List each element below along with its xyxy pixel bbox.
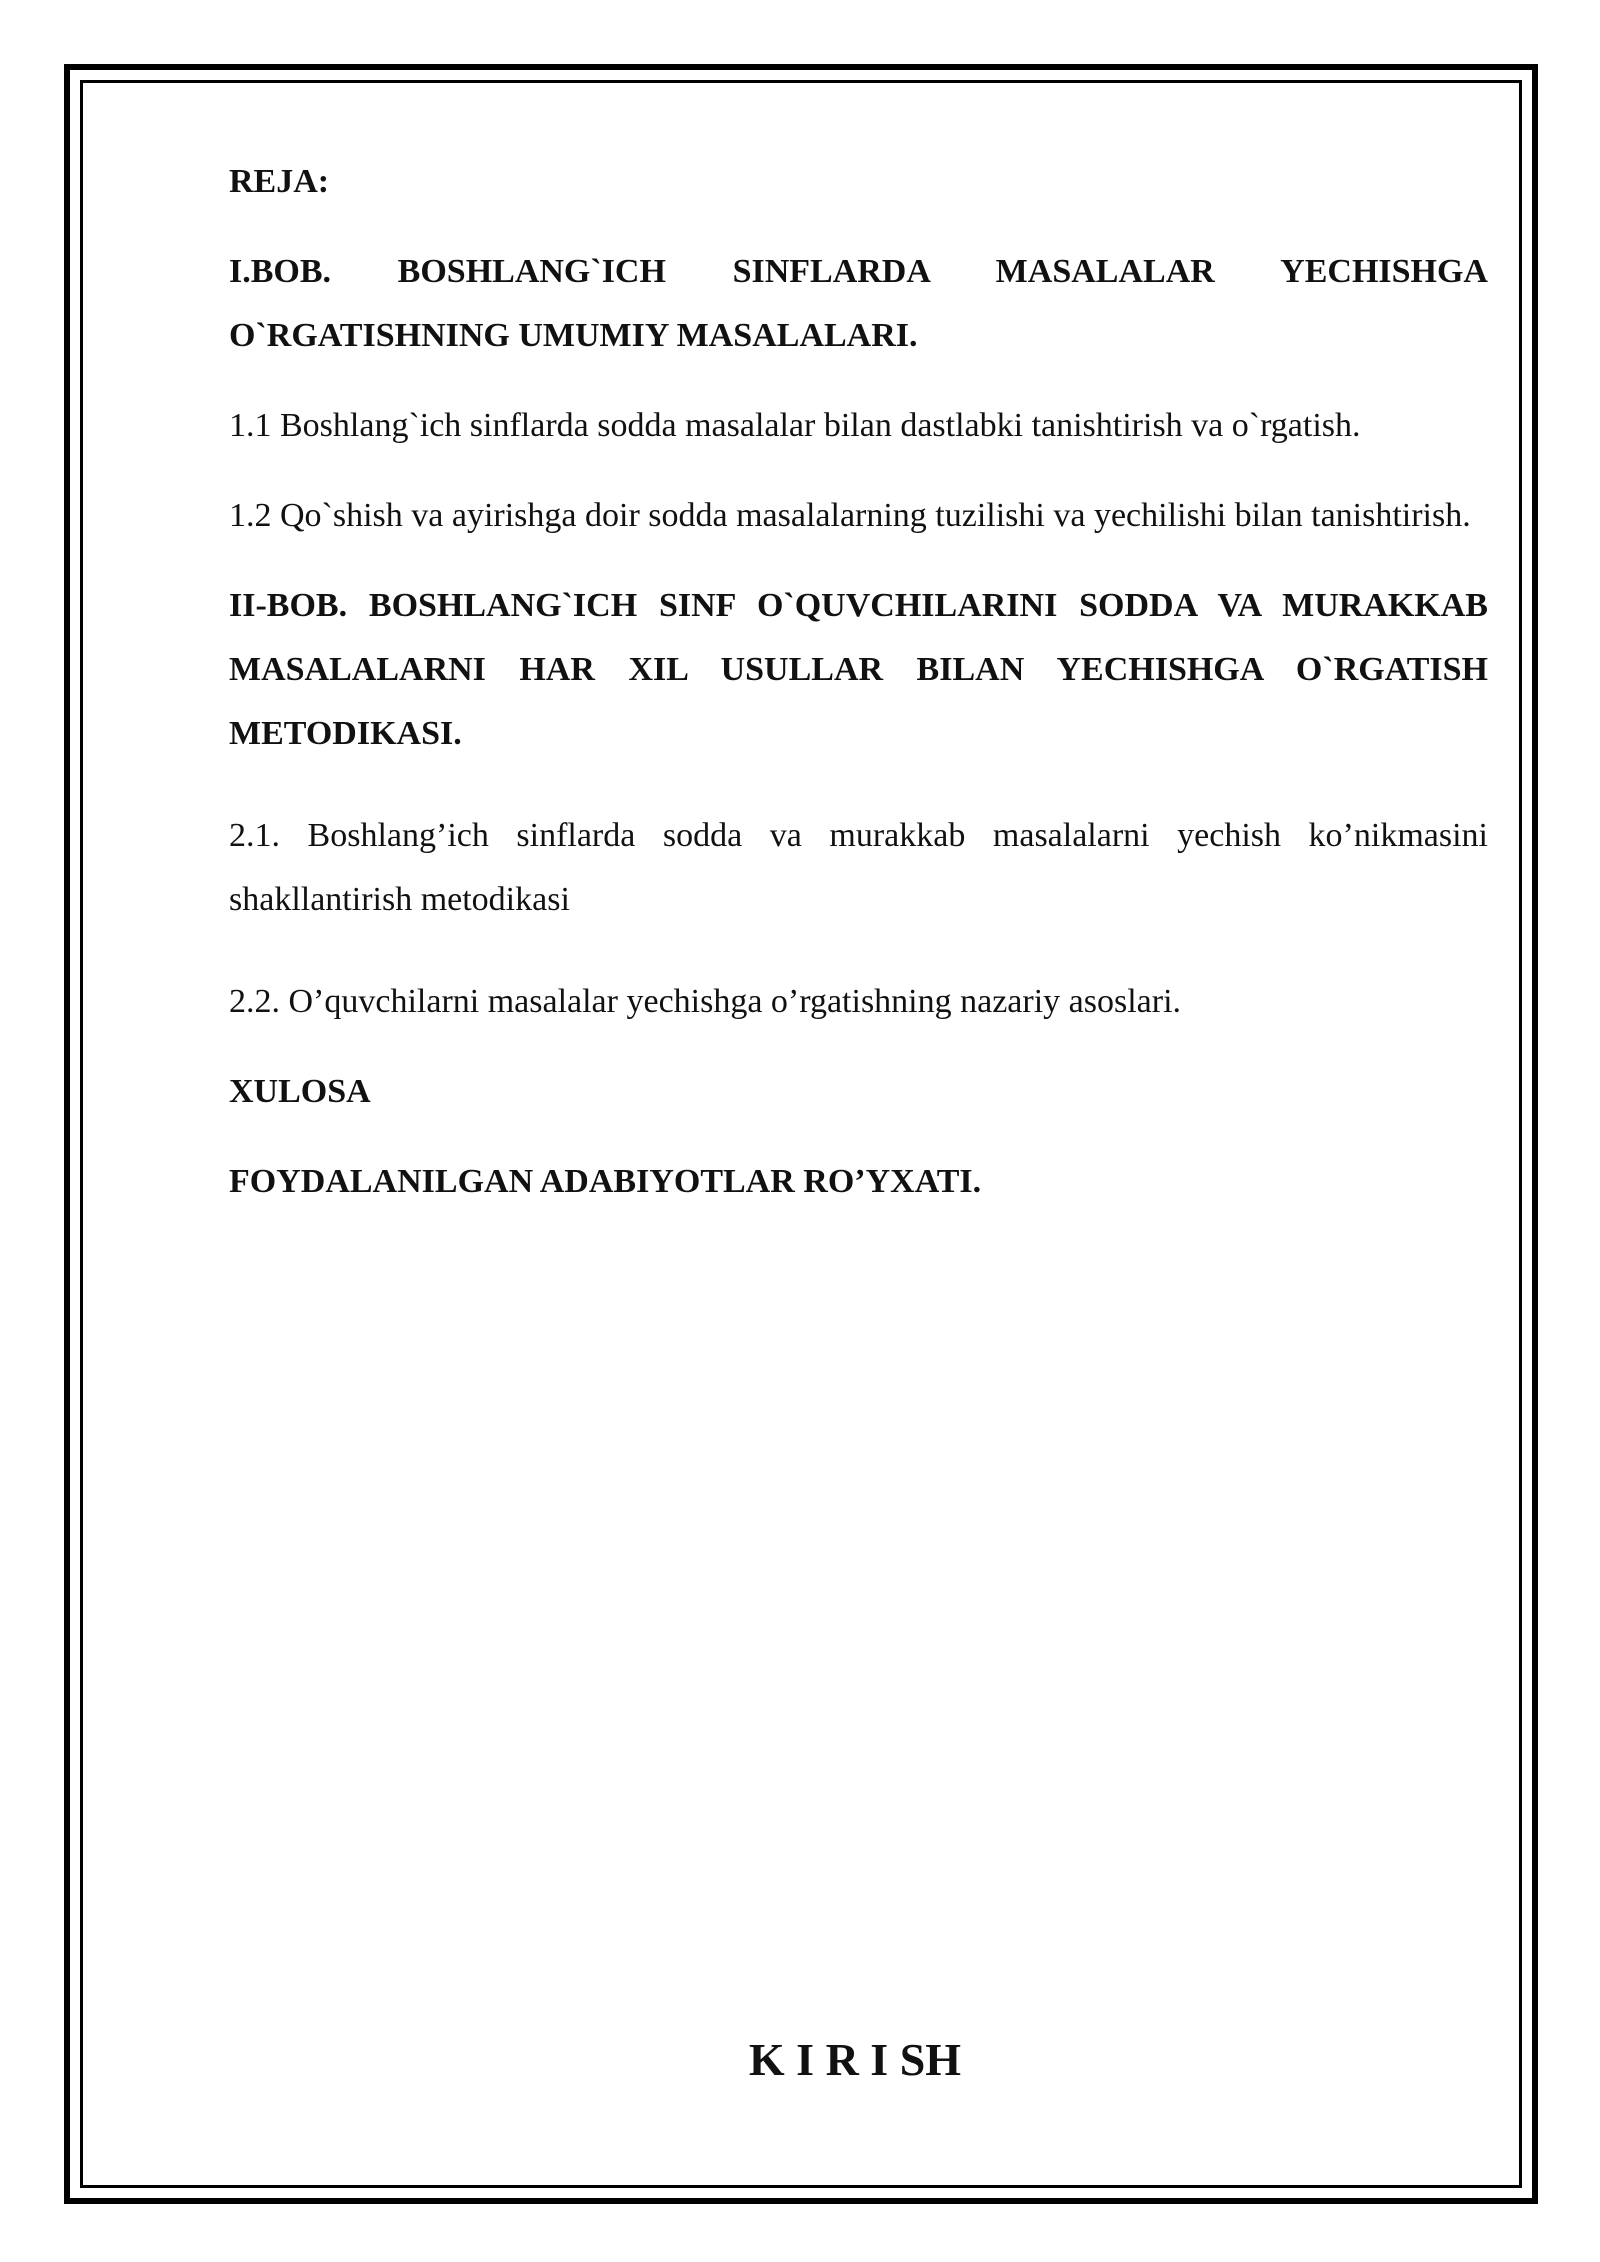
chapter-2-item-1: 2.1. Boshlang’ich sinflarda sodda va murakkab masalalarni yechish ko’nikmasini shakllantirish metodikasi: [229, 817, 1488, 918]
plan-content: [229, 150, 1488, 1214]
plan-heading: REJA:: [229, 163, 330, 200]
chapter-1-item-2: 1.2 Qo`shish va ayirishga doir sodda masalalarning tuzilishi va yechilishi bilan tanishtirish.: [229, 497, 1471, 534]
chapter-1-item-1: 1.1 Boshlang`ich sinflarda sodda masalalar bilan dastlabki tanishtirish va o`rgatish.: [229, 407, 1361, 444]
next-section-title: K I R I SH: [748, 2034, 962, 2085]
bibliography-heading: FOYDALANILGAN ADABIYOTLAR RO’YXATI.: [229, 1163, 982, 1200]
chapter-2-title: II-BOB. BOSHLANG`ICH SINF O`QUVCHILARINI SODDA VA MURAKKAB MASALALARNI HAR XIL USULLAR BILAN YECHISHGA O`RGATISH METODIKASI.: [229, 587, 1488, 752]
chapter-1-title: I.BOB. BOSHLANG`ICH SINFLARDA MASALALAR YECHISHGA O`RGATISHNING UMUMIY MASALALARI.: [229, 253, 1488, 354]
chapter-2-item-2: 2.2. O’quvchilarni masalalar yechishga o’rgatishning nazariy asoslari.: [229, 983, 1182, 1020]
conclusion-heading: XULOSA: [229, 1073, 371, 1110]
